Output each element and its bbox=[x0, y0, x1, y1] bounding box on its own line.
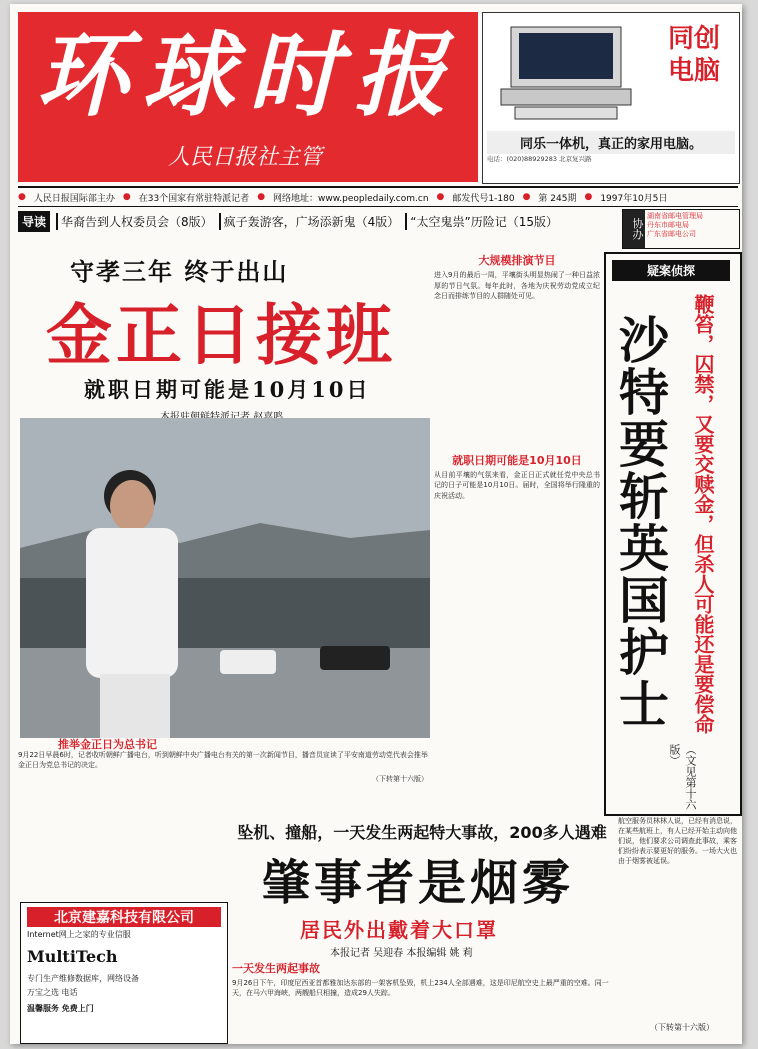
main-deck: 就职日期可能是10月10日 bbox=[84, 377, 371, 402]
info-item: 第 245期 bbox=[538, 193, 577, 204]
bullet-icon: ● bbox=[18, 192, 26, 202]
promo-line: 万宝之选 电话 bbox=[27, 988, 78, 997]
second-inline-subhead: 一天发生两起事故 bbox=[232, 962, 320, 975]
bullet-icon: ● bbox=[122, 192, 131, 202]
second-paragraph: 9月26日下午，印度尼西亚首都雅加达东部的一架客机坠毁，机上234人全部遇难，这是印尼航空史上最严重的空难。同一天，在马六甲海峡，两艘船只相撞，造成29人失踪。 bbox=[232, 979, 609, 997]
bullet-icon: ● bbox=[584, 192, 593, 202]
collab-list bbox=[645, 210, 739, 248]
top-advertisement[interactable] bbox=[482, 12, 740, 184]
info-item[interactable]: 网络地址：www.peopledaily.com.cn bbox=[273, 193, 429, 204]
mid-subhead: 大规模排演节目 bbox=[478, 254, 556, 267]
photo-scene bbox=[20, 418, 430, 738]
promo-tagline: Internet网上之家的专业信服 bbox=[27, 930, 131, 939]
collab-item: 广东省邮电公司 bbox=[647, 230, 696, 238]
collab-box bbox=[622, 209, 740, 249]
side-see-also: （文见第十六版） bbox=[668, 744, 697, 810]
mid-subhead: 就职日期可能是10月10日 bbox=[452, 453, 582, 467]
side-label: 疑案侦探 bbox=[612, 260, 730, 281]
info-item: 1997年10月5日 bbox=[600, 193, 668, 204]
second-byline: 本报记者 吴迎春 本报编辑 姚 莉 bbox=[330, 948, 473, 959]
second-kicker: 坠机、撞船，一天发生两起特大事故，200多人遇难 bbox=[237, 823, 607, 842]
computer-icon bbox=[491, 23, 641, 123]
bullet-icon: ● bbox=[257, 192, 266, 202]
guide-item[interactable]: 华裔告到人权委员会（8版） bbox=[56, 213, 213, 230]
collab-item: 丹东市邮电局 bbox=[647, 221, 689, 229]
bullet-icon: ● bbox=[436, 192, 445, 202]
info-item: 人民日报国际部主办 bbox=[33, 193, 115, 204]
right-continued-link[interactable]: （下转第十六版） bbox=[650, 1023, 714, 1032]
guide-item[interactable]: 疯子轰游客，广场添新鬼（4版） bbox=[219, 213, 400, 230]
info-bar bbox=[18, 186, 738, 207]
guide-tag: 导读 bbox=[18, 211, 50, 232]
text-spacer bbox=[434, 302, 600, 452]
masthead-title: 环球时报 bbox=[35, 21, 460, 129]
promo-line: 温馨服务 免费上门 bbox=[27, 1004, 94, 1013]
guide-bar bbox=[18, 210, 618, 232]
right-paragraph: 航空服务员林林人说，已经有消息说，在某些航班上，有人已经开始主动向他们说，他们要求公司调查此事故，乘客们纷纷表示要更好的服务。一场大火也由于烟雾被延误。 bbox=[618, 817, 737, 865]
ad-brand: 同创电脑 bbox=[667, 24, 720, 86]
side-story[interactable] bbox=[604, 252, 742, 816]
masthead-publisher: 人民日报社主管 bbox=[168, 145, 323, 170]
bottom-paragraph: 9月22日早晨6时，记者收听朝鲜广播电台，听到朝鲜中央广播电台有关的第一次新闻节目，播音员宣读了平安南道劳动党代表会推举金正日为党总书记的决定。 bbox=[18, 751, 428, 769]
ad-contact: 电话：(020)88929283 北京复兴路 bbox=[487, 155, 592, 163]
second-headline[interactable]: 肇事者是烟雾 bbox=[262, 855, 575, 911]
mid-paragraph: 从目前平壤的气氛来看，金正日正式就任党中央总书记的日子可能是10月10日。届时，全国将举行隆重的庆祝活动。 bbox=[434, 471, 600, 500]
second-subhead: 居民外出戴着大口罩 bbox=[300, 918, 498, 942]
info-item: 邮发代号1-180 bbox=[452, 193, 515, 204]
promo-advertisement[interactable] bbox=[20, 902, 228, 1044]
bullet-icon: ● bbox=[522, 192, 531, 202]
right-column bbox=[618, 816, 738, 1036]
guide-item[interactable]: “太空鬼祟”历险记（15版） bbox=[405, 213, 558, 230]
masthead bbox=[18, 12, 478, 182]
bottom-subhead: 推举金正日为总书记 bbox=[58, 738, 157, 751]
ad-slogan: 同乐一体机，真正的家用电脑。 bbox=[487, 131, 735, 154]
collab-tag: 协办 bbox=[623, 210, 645, 248]
second-story-body bbox=[232, 960, 612, 998]
side-subhead: 鞭笞，囚禁，又要交赎金，但杀人可能还是要偿命 bbox=[691, 294, 715, 734]
mid-paragraph: 进入9月的最后一周，平壤街头明显热闹了一种日益浓厚的节日气氛。每年此时，各地为庆祝劳动党成立纪念日而排练节目的人群随处可见。 bbox=[434, 271, 600, 301]
main-kicker: 守孝三年 终于出山 bbox=[70, 257, 289, 286]
promo-line: 专门生产维修数据库，网络设备 bbox=[27, 974, 139, 983]
info-item: 在33个国家有常驻特派记者 bbox=[138, 193, 250, 204]
newspaper-page bbox=[10, 4, 742, 1044]
promo-brand: MultiTech bbox=[27, 947, 118, 966]
collab-item: 湖南省邮电管理局 bbox=[647, 212, 703, 220]
side-headline: 沙特要斩英国护士 bbox=[611, 314, 669, 730]
continued-link[interactable]: （下转第十六版） bbox=[372, 775, 428, 783]
main-story-column bbox=[434, 252, 600, 501]
main-headline[interactable]: 金正日接班 bbox=[46, 297, 396, 374]
main-photo bbox=[20, 418, 430, 738]
promo-company: 北京建嘉科技有限公司 bbox=[27, 907, 221, 927]
